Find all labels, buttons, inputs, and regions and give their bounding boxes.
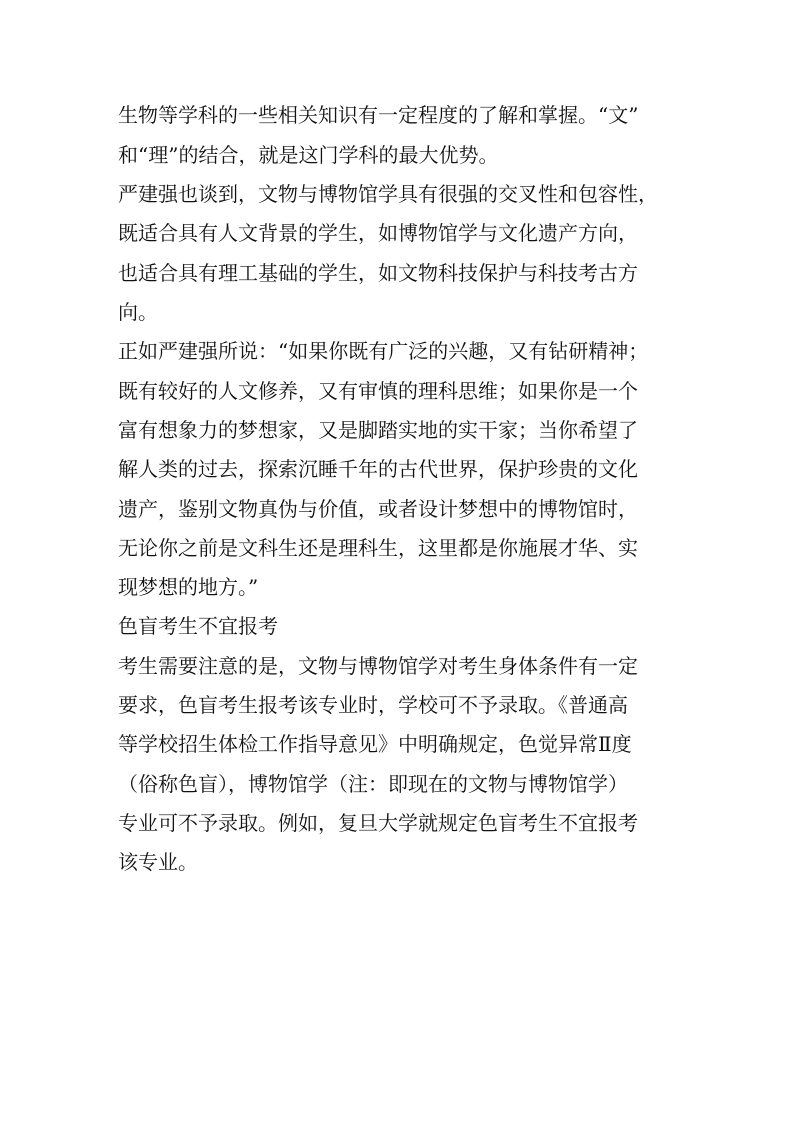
paragraph-line: 等学校招生体检工作指导意见》中明确规定，色觉异常Ⅱ度 — [118, 732, 632, 756]
paragraph-line: 生物等学科的一些相关知识有一定程度的了解和掌握。“文” — [118, 103, 639, 127]
paragraph-line: 无论你之前是文科生还是理科生，这里都是你施展才华、实 — [118, 536, 638, 560]
paragraph-line: 现梦想的地方。” — [118, 575, 259, 599]
paragraph-line: 解人类的过去，探索沉睡千年的古代世界，保护珍贵的文化 — [118, 457, 638, 481]
paragraph-line: 严建强也谈到，文物与博物馆学具有很强的交叉性和包容性， — [118, 182, 658, 206]
paragraph-line: 考生需要注意的是，文物与博物馆学对考生身体条件有一定 — [118, 654, 638, 678]
paragraph-line: 和“理”的结合，就是这门学科的最大优势。 — [118, 143, 499, 167]
paragraph-line: 也适合具有理工基础的学生，如文物科技保护与科技考古方 — [118, 261, 638, 285]
paragraph-line: 正如严建强所说：“如果你既有广泛的兴趣，又有钻研精神； — [118, 339, 649, 363]
section-heading: 色盲考生不宜报考 — [118, 614, 278, 638]
paragraph-line: （俗称色盲），博物馆学（注：即现在的文物与博物馆学） — [118, 772, 628, 796]
paragraph-line: 该专业。 — [118, 850, 198, 874]
paragraph-line: 富有想象力的梦想家，又是脚踏实地的实干家；当你希望了 — [118, 418, 638, 442]
paragraph-line: 向。 — [118, 300, 158, 324]
paragraph-line: 既有较好的人文修养，又有审慎的理科思维；如果你是一个 — [118, 379, 638, 403]
paragraph-line: 要求，色盲考生报考该专业时，学校可不予录取。《普通高 — [118, 693, 628, 717]
paragraph-line: 专业可不予录取。例如，复旦大学就规定色盲考生不宜报考 — [118, 811, 638, 835]
paragraph-line: 遗产，鉴别文物真伪与价值，或者设计梦想中的博物馆时， — [118, 497, 638, 521]
paragraph-line: 既适合具有人文背景的学生，如博物馆学与文化遗产方向， — [118, 221, 638, 245]
